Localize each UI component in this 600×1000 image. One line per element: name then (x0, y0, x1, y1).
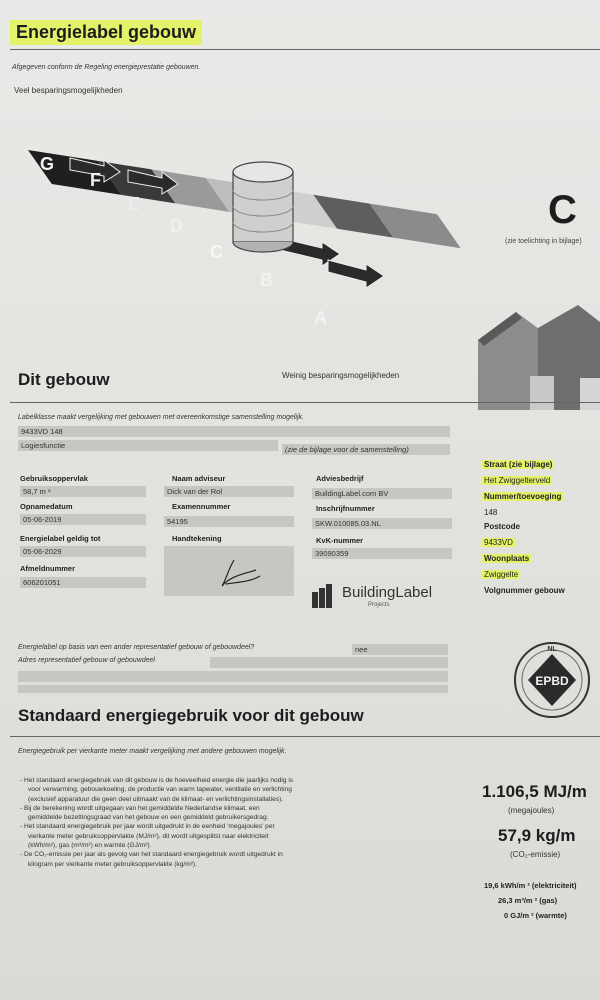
logo-text: BuildingLabel (342, 584, 433, 601)
street-label: Straat (zie bijlage) (484, 460, 553, 469)
arrow-a (328, 260, 384, 288)
building-heading: Dit gebouw (18, 370, 110, 389)
representative-address-field-3 (18, 685, 448, 693)
energy-divider (10, 736, 600, 737)
city-value: Zwiggelte (484, 570, 519, 579)
document-title: Energielabel gebouw (10, 20, 202, 45)
registration-number-value: 606201051 (20, 577, 146, 588)
epbd-seal-icon (512, 640, 592, 720)
energy-use-value: 1.106,5 MJ/m (482, 782, 587, 801)
bullet-line: (kWh/m²), gas (m³/m²) en warmte (GJ/m²). (28, 842, 152, 850)
company-label: Adviesbedrijf (316, 474, 364, 483)
recording-date-label: Opnamedatum (20, 502, 73, 511)
title-divider (10, 49, 600, 50)
regulation-note: Afgegeven conform de Regeling energieprestatie gebouwen. (12, 64, 201, 71)
label-note: (zie toelichting in bijlage) (505, 238, 582, 245)
energy-heading: Standaard energiegebruik voor dit gebouw (18, 706, 364, 725)
representative-address-label: Adres representatief gebouw of gebouwdeel (18, 657, 155, 664)
electricity-value: 19,6 kWh/m ² (elektriciteit) (484, 881, 577, 890)
class-d-letter: D (170, 216, 183, 236)
registration-label: Inschrijfnummer (316, 504, 375, 513)
signature-label: Handtekening (172, 534, 222, 543)
building-intro: Labelklasse maakt vergelijking met gebouwen met overeenkomstige samenstelling mogelijk. (18, 414, 304, 421)
signature-scribble (164, 546, 294, 596)
co2-unit: (CO₂-emissie) (510, 850, 561, 859)
recording-date-value: 05-06-2019 (20, 514, 146, 525)
bullet-line: - Het standaard energiegebruik van dit gebouw is de hoeveelheid energie die jaarlijks nodig is (20, 777, 294, 784)
energy-use-unit: (megajoules) (508, 806, 555, 815)
energy-breakdown (484, 878, 577, 923)
energy-explanation-list (20, 776, 440, 869)
valid-until-label: Energielabel geldig tot (20, 534, 101, 543)
representative-address-field (210, 657, 448, 668)
bullet-line: (exclusief apparatuur die geen deel uitmaakt van de klimaat- en verlichtingsinstallaties). (28, 795, 284, 803)
co2-value: 57,9 kg/m (498, 826, 576, 845)
registration-number-label: Afmeldnummer (20, 564, 76, 573)
gas-value: 26,3 m³/m ² (gas) (498, 896, 558, 905)
bullet-line: - Bij de berekening wordt uitgegaan van het gemiddelde Nederlandse klimaat, een (20, 804, 260, 812)
house-number-label: Nummer/toevoeging (484, 492, 562, 501)
house-number-value: 148 (484, 508, 498, 517)
building-code-field: 9433VD 148 (18, 426, 450, 437)
signature-box (164, 546, 294, 596)
postcode-value: 9433VD (484, 538, 513, 547)
heat-value: 0 GJ/m ² (warmte) (504, 911, 567, 920)
class-c-letter: C (210, 242, 223, 262)
logo-subtext: Projects (368, 602, 390, 608)
representative-address-field-2 (18, 671, 448, 682)
annex-note: (zie de bijlage voor de samenstelling) (282, 444, 450, 455)
floor-area-label: Gebruiksoppervlak (20, 474, 88, 483)
representative-answer: nee (352, 644, 448, 655)
bullet-line: voor verwarming, gebouwkoeling, de productie van warm tapwater, ventilatie en verlichting (28, 786, 292, 794)
bullet-line: - De CO₂-emissie per jaar als gevolg van het standaard energiegebruik wordt uitgedrukt in (20, 851, 283, 859)
representative-question: Energielabel op basis van een ander representatief gebouw of gebouwdeel? (18, 644, 255, 651)
bullet-line: - Het standaard energiegebruik per jaar wordt uitgedrukt in de eenheid 'megajoules' per (20, 823, 275, 831)
building-sequence-label: Volgnummer gebouw (484, 586, 565, 595)
building-divider (10, 402, 600, 403)
postcode-label: Postcode (484, 522, 521, 531)
kvk-label: KvK-nummer (316, 536, 364, 545)
street-value: Het Zwiggelterveld (484, 476, 551, 485)
bullet-line: kilogram per vierkante meter gebruiksoppervlakte (kg/m²). (28, 860, 197, 868)
city-label: Woonplaats (484, 554, 530, 563)
class-e-letter: E (128, 194, 141, 214)
exam-number-label: Examennummer (172, 502, 231, 511)
registration-value: SKW.010085.03.NL (312, 518, 452, 529)
energy-label-scale (10, 120, 460, 360)
class-a-letter: A (314, 308, 327, 328)
epbd-country: NL (547, 646, 557, 653)
company-value: BuildingLabel.com BV (312, 488, 452, 499)
bullet-line: vierkante meter gebruiksoppervlakte (MJ/m²), dit wordt uitgesplitst naar elektriciteit (28, 832, 269, 840)
current-label-class: C (548, 188, 577, 232)
class-b-letter: B (260, 270, 273, 290)
valid-until-value: 05-06-2029 (20, 546, 146, 557)
class-g-letter: G (40, 154, 55, 174)
energy-intro: Energiegebruik per vierkante meter maakt vergelijking met andere gebouwen mogelijk. (18, 748, 287, 755)
advisor-name-label: Naam adviseur (172, 474, 226, 483)
buildinglabel-logo (312, 582, 452, 610)
class-f-letter: F (90, 170, 101, 190)
exam-number-value: 54195 (164, 516, 294, 527)
building-cylinder (233, 162, 293, 252)
advisor-name-value: Dick van der Rol (164, 486, 294, 497)
bullet-line: gemiddelde bezettingsgraad van het gebouw en een gemiddeld gebruikersgedrag. (28, 814, 269, 822)
building-function-field: Logiesfunctie (18, 440, 278, 451)
floor-area-value: 58,7 m ² (20, 486, 146, 497)
kvk-value: 39090359 (312, 548, 452, 559)
many-savings-label: Veel besparingsmogelijkheden (14, 86, 123, 95)
logo-bars-icon (312, 584, 338, 608)
epbd-text: EPBD (535, 674, 569, 688)
few-savings-label: Weinig besparingsmogelijkheden (282, 371, 400, 380)
